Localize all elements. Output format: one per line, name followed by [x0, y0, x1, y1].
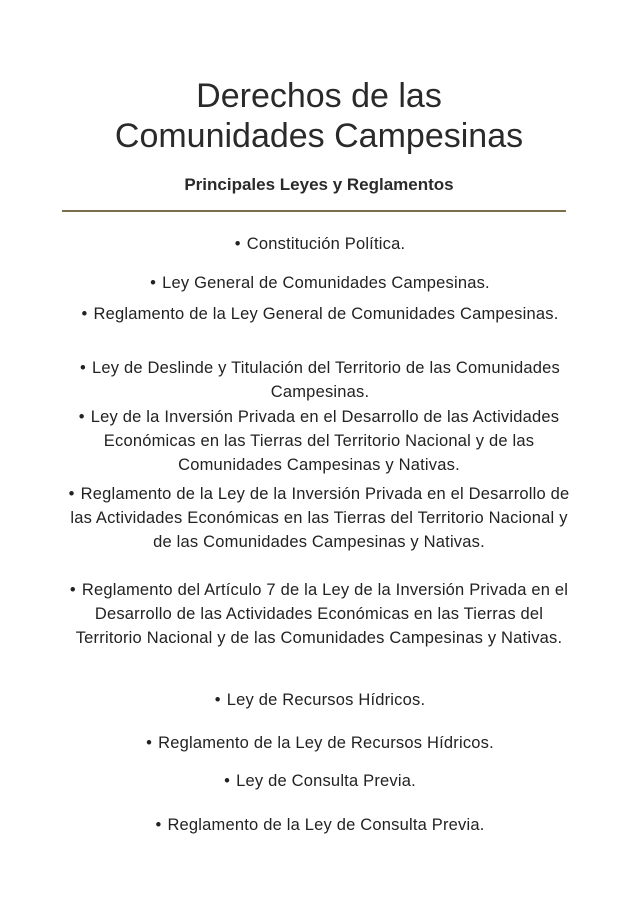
- law-text: Constitución Política.: [246, 235, 406, 253]
- bullet-icon: •: [80, 359, 87, 377]
- law-item-reglamento-inversion-privada: [64, 482, 574, 554]
- law-text: Ley de la Inversión Privada en el Desarrollo de las Actividades Económicas en las Tierras del Territorio Nacional y de las Comunidades Campesinas y Nativas.: [90, 408, 560, 474]
- law-text: Reglamento de la Ley de la Inversión Privada en el Desarrollo de las Actividades Económicas en las Tierras del Territorio Nacional y de las Comunidades Campesinas y Nativas.: [70, 485, 570, 551]
- law-text: Reglamento de la Ley General de Comunidades Campesinas.: [93, 305, 559, 323]
- bullet-icon: •: [69, 581, 76, 599]
- law-text: Reglamento del Artículo 7 de la Ley de la Inversión Privada en el Desarrollo de las Actividades Económicas en las Tierras del Territorio Nacional y de las Comunidades Campesinas y Nativas.: [75, 581, 569, 647]
- law-text: Reglamento de la Ley de Recursos Hídricos.: [158, 734, 494, 752]
- law-item-reglamento-recursos-hidricos: [72, 731, 568, 755]
- law-text: Reglamento de la Ley de Consulta Previa.: [167, 816, 485, 834]
- bullet-icon: •: [78, 408, 85, 426]
- law-item-reglamento-consulta-previa: [72, 813, 568, 837]
- law-item-reglamento-ley-general: [72, 302, 568, 326]
- law-text: Ley de Deslinde y Titulación del Territorio de las Comunidades Campesinas.: [92, 359, 560, 401]
- bullet-icon: •: [224, 772, 231, 790]
- bullet-icon: •: [146, 734, 153, 752]
- title-line-1: Derechos de las: [196, 77, 442, 115]
- law-item-inversion-privada: [64, 405, 574, 477]
- bullet-icon: •: [214, 691, 221, 709]
- law-text: Ley de Consulta Previa.: [236, 772, 416, 790]
- law-item-consulta-previa: [72, 769, 568, 793]
- title-line-2: Comunidades Campesinas: [114, 117, 524, 155]
- page-title: [40, 76, 598, 156]
- page-subtitle: Principales Leyes y Reglamentos: [184, 175, 454, 194]
- bullet-icon: •: [68, 485, 75, 503]
- law-item-reglamento-articulo-7: [64, 578, 574, 650]
- title-divider: [62, 210, 566, 212]
- bullet-icon: •: [155, 816, 162, 834]
- law-text: Ley de Recursos Hídricos.: [226, 691, 426, 709]
- law-text: Ley General de Comunidades Campesinas.: [162, 274, 490, 292]
- law-item-ley-general: [72, 271, 568, 295]
- bullet-icon: •: [81, 305, 88, 323]
- law-item-deslinde-titulacion: [72, 356, 568, 404]
- law-item-constitucion: [72, 232, 568, 256]
- law-item-recursos-hidricos: [72, 688, 568, 712]
- bullet-icon: •: [150, 274, 157, 292]
- bullet-icon: •: [234, 235, 241, 253]
